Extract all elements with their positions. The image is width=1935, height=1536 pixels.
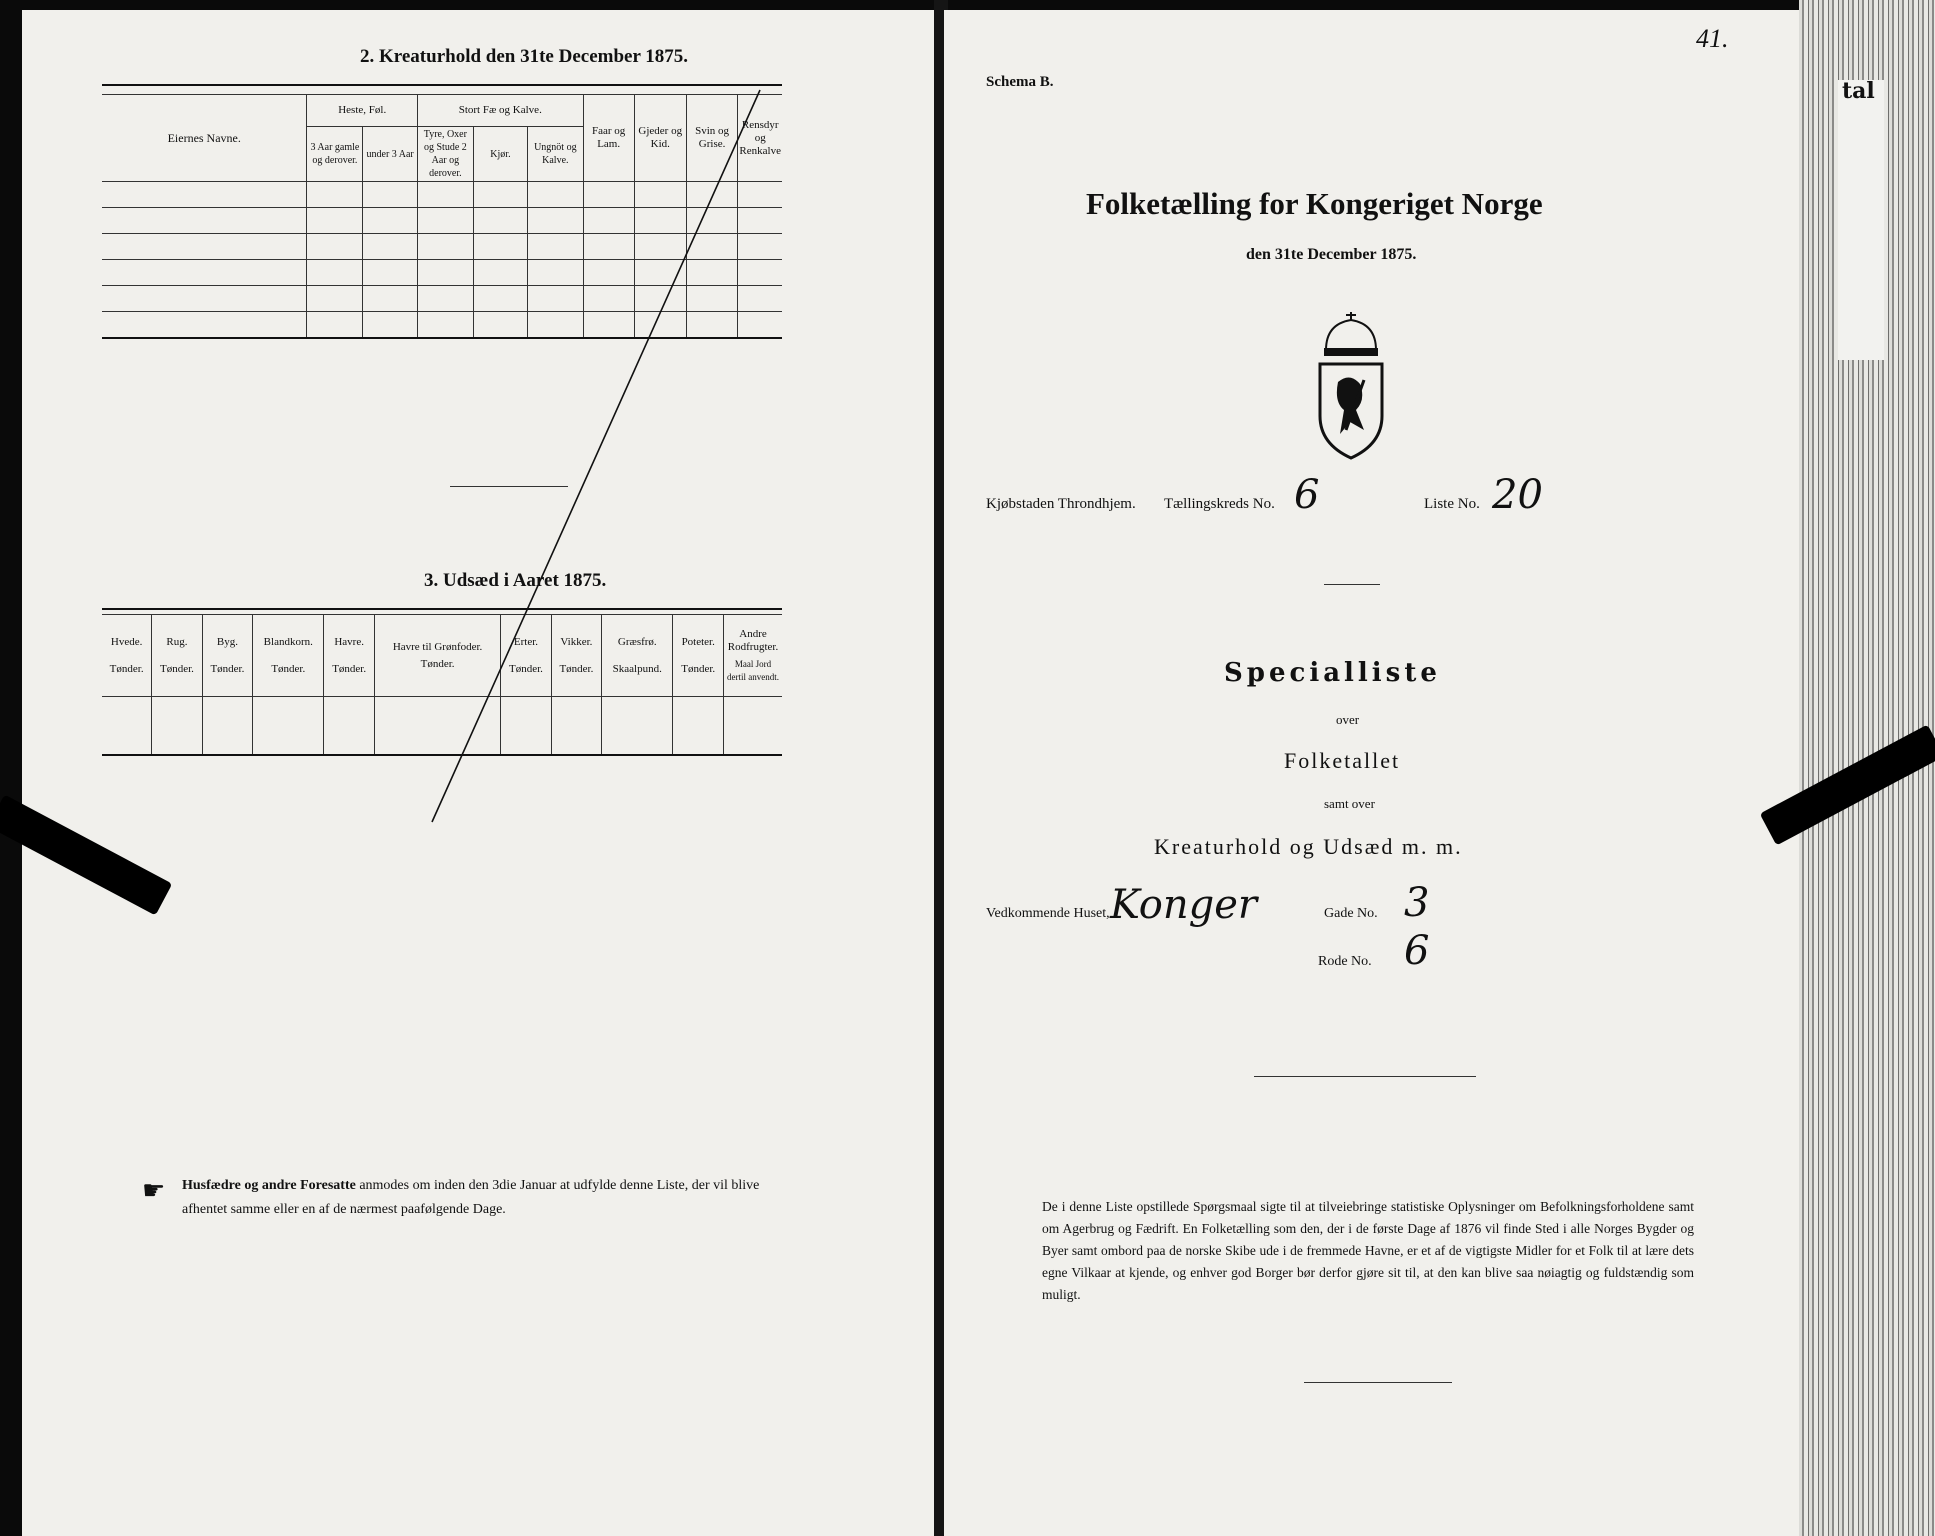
rode-label: Rode No. bbox=[1318, 954, 1372, 969]
list-value: 20 bbox=[1492, 472, 1543, 518]
house-label: Vedkommende Huset, bbox=[986, 906, 1110, 921]
seed-unit: Tønder. bbox=[271, 662, 306, 675]
seed-name: Hvede. bbox=[110, 635, 143, 648]
samt-over-label: samt over bbox=[1324, 796, 1375, 811]
owner-header: Eiernes Navne. bbox=[102, 95, 307, 182]
seed-unit: Skaalpund. bbox=[612, 662, 662, 675]
seed-unit: Tønder. bbox=[681, 662, 716, 675]
seed-unit: Tønder. bbox=[210, 662, 245, 675]
cattle-header: Stort Fæ og Kalve. bbox=[417, 95, 583, 127]
notice-bold: Husfædre og andre Foresatte bbox=[182, 1178, 356, 1193]
city-label: Kjøbstaden Throndhjem. bbox=[986, 496, 1136, 512]
horses-young-header: under 3 Aar bbox=[363, 127, 418, 182]
list-label: Liste No. bbox=[1424, 496, 1480, 512]
seed-unit: Tønder. bbox=[420, 657, 455, 670]
coat-of-arms-icon bbox=[1306, 310, 1396, 462]
seed-name: Poteter. bbox=[681, 635, 715, 648]
explanation-paragraph: De i denne Liste opstillede Spørgsmaal sigte til at tilveiebringe statistiske Oplysninger om Befolkningsforholdene samt om Agerbrug og Fædrift. En Folketælling som den, der i de første Dage af 1876 vil finde Sted i alle Norges Bygder og Byer samt ombord paa de norske Skibe ude i de fremmede Havne, er et af de vigtigste Midler for et Folk til at lære dets egne Vilkaar at kjende, og enhver god Borger bør derfor gjøre sit til, at den kan blive saa nøiagtig og fuldstændig som muligt. bbox=[1042, 1199, 1694, 1302]
bottom-divider bbox=[1304, 1382, 1452, 1383]
seed-unit: Tønder. bbox=[509, 662, 543, 675]
seed-unit: Tønder. bbox=[160, 662, 194, 675]
seed-unit: Tønder. bbox=[559, 662, 594, 675]
pigs-header: Svin og Grise. bbox=[686, 95, 738, 182]
horses-old-header: 3 Aar gamle og derover. bbox=[307, 127, 363, 182]
district-value: 6 bbox=[1294, 472, 1320, 518]
seed-name: Byg. bbox=[216, 635, 238, 648]
young-cattle-header: Ungnöt og Kalve. bbox=[528, 127, 584, 182]
divider bbox=[1254, 1076, 1476, 1077]
rode-value: 6 bbox=[1404, 928, 1430, 974]
notice-line-2: afhentet samme eller en af de nærmest paafølgende Dage. bbox=[182, 1202, 506, 1217]
kreaturhold-label: Kreaturhold og Udsæd m. m. bbox=[1154, 834, 1463, 859]
notice-line-1 bbox=[182, 1178, 759, 1194]
seed-unit: Tønder. bbox=[332, 662, 367, 675]
right-page bbox=[944, 10, 1799, 1536]
over-label: over bbox=[1336, 712, 1360, 727]
seed-name: Havre. bbox=[334, 635, 364, 648]
seed-name: Havre til Grønfoder. bbox=[392, 640, 483, 653]
seed-name: Vikker. bbox=[560, 635, 593, 648]
gade-label: Gade No. bbox=[1324, 906, 1378, 921]
seed-unit: Maal Jord dertil anvendt. bbox=[727, 658, 779, 682]
seed-name: Blandkorn. bbox=[263, 635, 313, 648]
seed-name: Erter. bbox=[513, 635, 539, 648]
left-page bbox=[22, 10, 938, 1536]
bulls-header: Tyre, Oxer og Stude 2 Aar og derover. bbox=[417, 127, 473, 182]
schema-label: Schema B. bbox=[986, 74, 1054, 90]
cows-header: Kjør. bbox=[473, 127, 527, 182]
page-title: Folketælling for Kongeriget Norge bbox=[1086, 186, 1543, 221]
goats-header: Gjeder og Kid. bbox=[634, 95, 686, 182]
reindeer-header: Rensdyr og Renkalve bbox=[738, 95, 782, 182]
section3-title: 3. Udsæd i Aaret 1875. bbox=[424, 570, 607, 591]
notice-rest: anmodes om inden den 3die Januar at udfylde denne Liste, der vil blive bbox=[355, 1178, 760, 1193]
section2-title: 2. Kreaturhold den 31te December 1875. bbox=[360, 46, 689, 67]
horses-header: Heste, Føl. bbox=[307, 95, 417, 127]
district-label: Tællingskreds No. bbox=[1164, 496, 1275, 512]
pointing-hand-icon: ☛ bbox=[142, 1176, 166, 1205]
special-title: Specialliste bbox=[1224, 658, 1441, 688]
page-subtitle: den 31te December 1875. bbox=[1246, 246, 1417, 263]
cancel-stroke bbox=[22, 10, 938, 910]
street-value: Konger bbox=[1110, 882, 1258, 928]
seed-name: Græsfrø. bbox=[617, 635, 657, 648]
folketallet-label: Folketallet bbox=[1284, 748, 1401, 773]
gade-value: 3 bbox=[1404, 880, 1430, 926]
index-tab: tal bbox=[1838, 80, 1884, 360]
sheep-header: Faar og Lam. bbox=[583, 95, 634, 182]
short-divider bbox=[1324, 584, 1380, 585]
seed-unit: Tønder. bbox=[109, 662, 144, 675]
seed-name: Andre Rodfrugter. bbox=[727, 627, 779, 653]
seed-name: Rug. bbox=[166, 635, 188, 648]
page-number: 41. bbox=[1696, 24, 1729, 53]
